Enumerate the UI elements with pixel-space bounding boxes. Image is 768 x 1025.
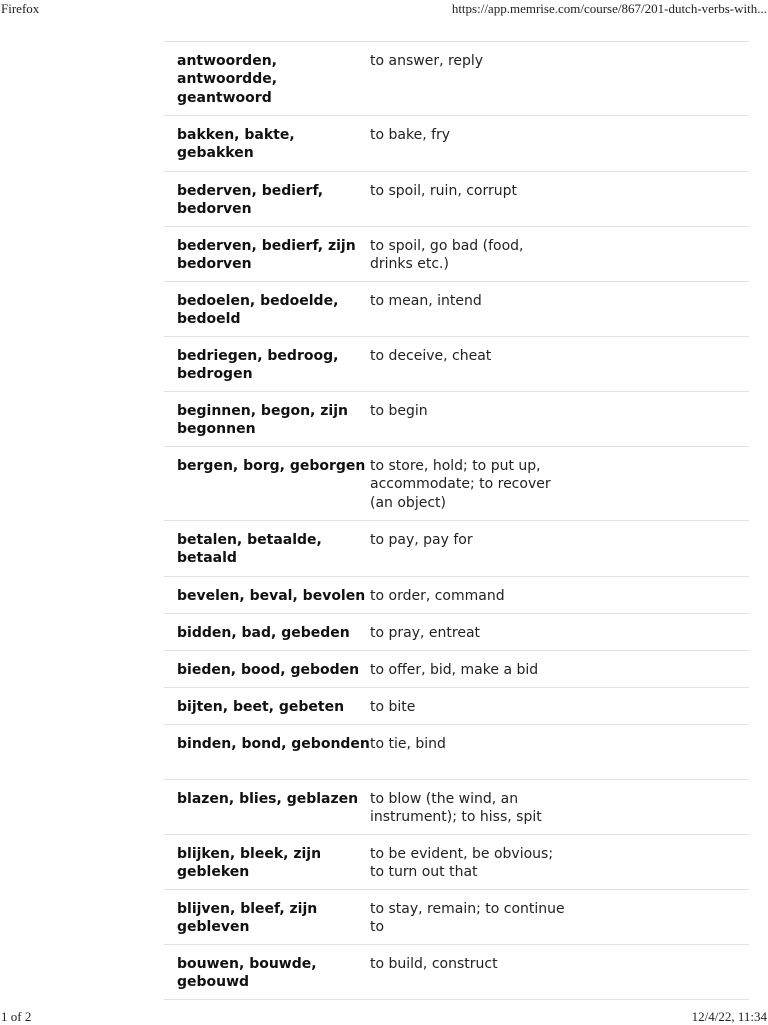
table-row bbox=[164, 227, 749, 282]
term-cell: bevelen, beval, bevolen bbox=[177, 588, 366, 604]
table-row bbox=[164, 890, 749, 945]
definition-cell: to bake, fry bbox=[370, 127, 451, 143]
term-cell: bederven, bedierf, bedorven bbox=[177, 183, 324, 218]
term-cell: bedriegen, bedroog, bedrogen bbox=[177, 348, 339, 383]
table-row bbox=[164, 835, 749, 890]
definition-cell: to blow (the wind, an instrument); to hiss, spit bbox=[370, 791, 542, 826]
table-row bbox=[164, 725, 749, 780]
table-row bbox=[164, 337, 749, 392]
term-cell: bieden, bood, geboden bbox=[177, 662, 360, 678]
vocab-table bbox=[164, 41, 749, 1000]
term-cell: blijven, bleef, zijn gebleven bbox=[177, 901, 318, 936]
table-row bbox=[164, 780, 749, 835]
table-row bbox=[164, 42, 749, 116]
table-row bbox=[164, 172, 749, 227]
definition-cell: to spoil, ruin, corrupt bbox=[370, 183, 517, 199]
print-datetime: 12/4/22, 11:34 bbox=[691, 1009, 767, 1024]
definition-cell: to deceive, cheat bbox=[370, 348, 492, 364]
term-cell: betalen, betaalde, betaald bbox=[177, 532, 322, 567]
page-number: 1 of 2 bbox=[1, 1009, 32, 1024]
table-row bbox=[164, 577, 749, 614]
term-cell: bijten, beet, gebeten bbox=[177, 699, 345, 715]
table-row bbox=[164, 651, 749, 688]
print-header bbox=[0, 0, 768, 18]
term-cell: bedoelen, bedoelde, bedoeld bbox=[177, 293, 339, 328]
table-row bbox=[164, 392, 749, 447]
term-cell: bakken, bakte, gebakken bbox=[177, 127, 295, 162]
term-cell: bouwen, bouwde, gebouwd bbox=[177, 956, 317, 991]
term-cell: bidden, bad, gebeden bbox=[177, 625, 350, 641]
term-cell: bergen, borg, geborgen bbox=[177, 458, 366, 474]
term-cell: blazen, blies, geblazen bbox=[177, 791, 359, 807]
page-url: https://app.memrise.com/course/867/201-dutch-verbs-with... bbox=[451, 1, 767, 16]
term-cell: antwoorden, antwoordde, geantwoord bbox=[177, 53, 278, 106]
definition-cell: to stay, remain; to continue to bbox=[370, 901, 565, 936]
definition-cell: to store, hold; to put up, accommodate; to recover (an object) bbox=[370, 458, 551, 511]
definition-cell: to build, construct bbox=[370, 956, 498, 972]
table-row bbox=[164, 282, 749, 337]
table-row bbox=[164, 688, 749, 725]
table-row bbox=[164, 447, 749, 521]
definition-cell: to pray, entreat bbox=[370, 625, 481, 641]
browser-name: Firefox bbox=[1, 1, 40, 16]
table-row bbox=[164, 614, 749, 651]
term-cell: beginnen, begon, zijn begonnen bbox=[177, 403, 348, 438]
definition-cell: to be evident, be obvious; to turn out that bbox=[370, 846, 554, 881]
definition-cell: to answer, reply bbox=[370, 53, 484, 69]
definition-cell: to bite bbox=[370, 699, 416, 715]
definition-cell: to tie, bind bbox=[370, 736, 446, 752]
term-cell: blijken, bleek, zijn gebleken bbox=[177, 846, 322, 881]
definition-cell: to spoil, go bad (food, drinks etc.) bbox=[370, 238, 524, 273]
table-row bbox=[164, 945, 749, 1000]
definition-cell: to order, command bbox=[370, 588, 505, 604]
term-cell: bederven, bedierf, zijn bedorven bbox=[177, 238, 356, 273]
term-cell: binden, bond, gebonden bbox=[177, 736, 370, 752]
table-row bbox=[164, 521, 749, 577]
definition-cell: to mean, intend bbox=[370, 293, 482, 309]
print-footer bbox=[0, 1008, 768, 1024]
table-row bbox=[164, 116, 749, 172]
definition-cell: to offer, bid, make a bid bbox=[370, 662, 539, 678]
definition-cell: to pay, pay for bbox=[370, 532, 473, 548]
definition-cell: to begin bbox=[370, 403, 428, 419]
